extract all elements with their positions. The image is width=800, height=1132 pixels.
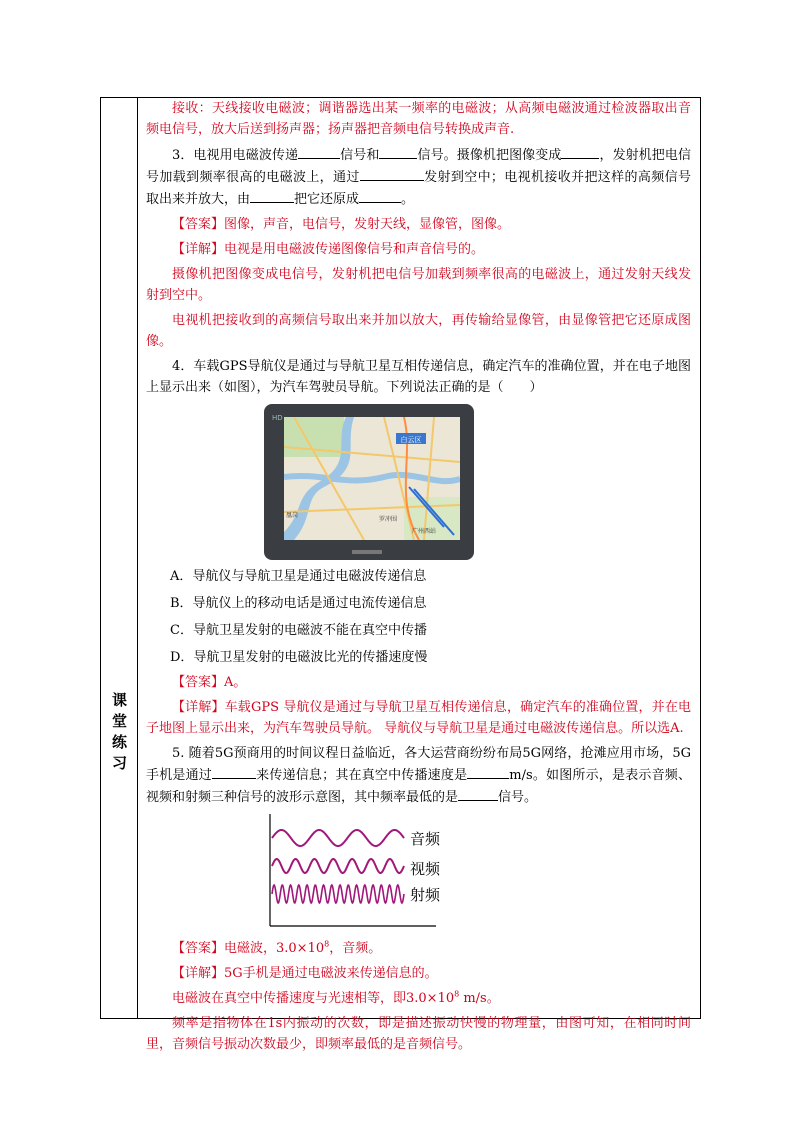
option-a: A．导航仪与导航卫星是通过电磁波传递信息 <box>170 569 427 584</box>
gps-navigator-image <box>264 404 474 560</box>
blank <box>458 786 498 801</box>
wave-label-video: 视频 <box>410 860 441 878</box>
intro-text: 接收：天线接收电磁波；调谐器选出某一频率的电磁波；从高频电磁波通过检波器取出音频电信号，放大后送到扬声器；扬声器把音频电信号转换成声音. <box>146 101 691 137</box>
question-5: 5. 随着5G预商用的时间议程日益临近，各大运营商纷纷布局5G网络，抢滩应用市场，5G手机是通过 来传递信息；其在真空中传播速度是 m/s。如图所示，是表示音频、视频和射频三种信号的波形示意图，其中频率最低的是 信号。 <box>146 746 691 805</box>
wave-label-rf: 射频 <box>410 886 441 904</box>
q5-detail: 频率是指物体在1s内振动的次数，即是描述振动快慢的物理量，由图可知，在相同时间里，音频信号振动次数最少，即频率最低的是音频信号。 <box>146 1016 691 1052</box>
option-d: D．导航卫星发射的电磁波比光的传播速度慢 <box>170 650 428 665</box>
blank <box>360 166 424 181</box>
q4-detail: 【详解】车载GPS 导航仪是通过与导航卫星互相传递信息，确定汽车的准确位置，并在电子地图上显示出来，为汽车驾驶员导航。 导航仪与导航卫星是通过电磁波传递信息。所以选A. <box>146 700 691 736</box>
device-brand-strip <box>352 550 382 554</box>
map-label: 罗冲围 <box>379 516 398 523</box>
blank <box>467 764 509 779</box>
blank <box>359 188 401 203</box>
q4-answer: 【答案】A。 <box>172 675 247 690</box>
worksheet-table <box>100 97 701 1052</box>
blank <box>379 144 417 159</box>
video-wave <box>272 859 404 873</box>
q5-detail: 【详解】5G手机是通过电磁波来传递信息的。 <box>172 966 438 981</box>
q3-detail: 【详解】电视是用电磁波传递图像信号和声音信号的。 <box>172 242 485 257</box>
option-b: B．导航仪上的移动电话是通过电流传递信息 <box>170 596 427 611</box>
question-3: 3．电视用电磁波传递 信号和 信号。摄像机把图像变成 ，发射机把电信号加载到频率很高的电磁波上，通过 发射到空中；电视机接收并把这样的高频信号取出来并放大，由 把它还原成 。 <box>146 144 691 210</box>
map-label: 凰岗 <box>286 512 299 519</box>
rf-wave <box>272 885 404 903</box>
blank <box>298 144 340 159</box>
map-screen <box>284 417 460 540</box>
section-label-cell <box>101 98 138 1018</box>
map-label: 广州西站 <box>412 528 437 535</box>
blank <box>212 764 256 779</box>
q3-detail: 摄像机把图像变成电信号，发射机把电信号加载到频率很高的电磁波上，通过发射天线发射到空中。 <box>146 267 691 303</box>
blank <box>250 188 294 203</box>
option-c: C．导航卫星发射的电磁波不能在真空中传播 <box>170 623 427 638</box>
audio-wave <box>272 830 404 846</box>
exercise-content <box>138 98 701 1055</box>
wave-label-audio: 音频 <box>410 830 441 848</box>
q3-answer: 【答案】图像，声音，电信号，发射天线，显像管，图像。 <box>172 217 511 232</box>
q3-detail: 电视机把接收到的高频信号取出来并加以放大，再传输给显像管，由显像管把它还原成图像。 <box>146 313 691 349</box>
q5-answer: 【答案】电磁波，$3.0\times 10^8$，音频。 <box>172 939 382 956</box>
hd-badge: HD <box>272 414 283 422</box>
question-4: 4．车载GPS导航仪是通过与导航卫星互相传递信息，确定汽车的准确位置，并在电子地图上显示出来（如图），为汽车驾驶员导航。下列说法正确的是（ ） <box>146 359 691 395</box>
waveform-diagram <box>260 814 460 934</box>
section-label: 课 堂 练 习 <box>111 691 127 772</box>
blank <box>561 144 599 159</box>
map-label: 白云区 <box>400 436 422 444</box>
q5-detail: 电磁波在真空中传播速度与光速相等，即$3.0\times 10^8$ m/s。 <box>172 989 500 1006</box>
